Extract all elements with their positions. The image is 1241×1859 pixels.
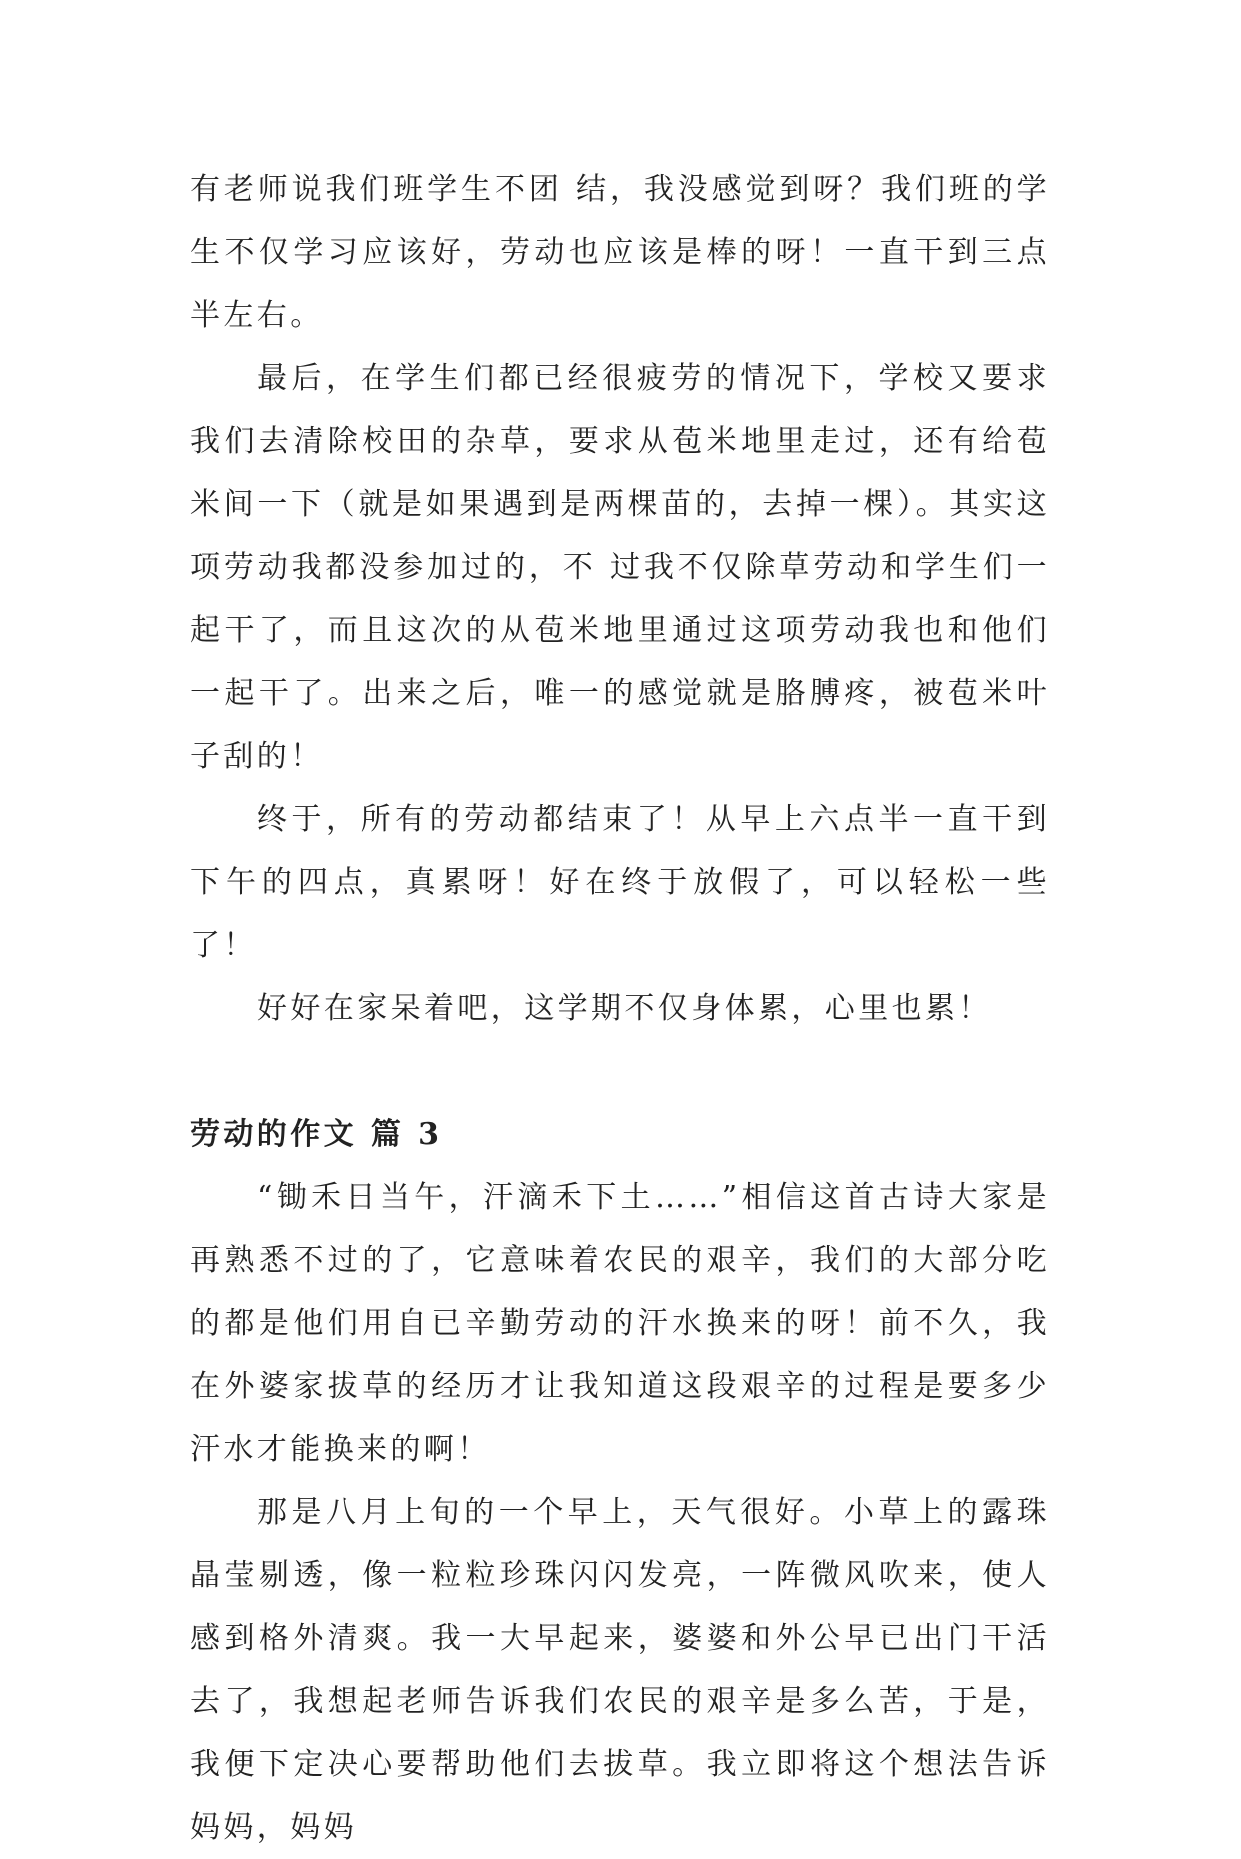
paragraph-continuation: 有老师说我们班学生不团 结，我没感觉到呀？我们班的学生不仅学习应该好，劳动也应该是棒的呀！一直干到三点半左右。 — [190, 172, 1050, 333]
section-spacer — [190, 1040, 1050, 1103]
paragraph-poem-intro: “锄禾日当午，汗滴禾下土……”相信这首古诗大家是再熟悉不过的了，它意味着农民的艰辛，我们的大部分吃的都是他们用自已辛勤劳动的汗水换来的呀！前不久，我在外婆家拔草的经历才让我知道这段艰辛的过程是要多少汗水才能换来的啊！ — [190, 1180, 1050, 1467]
paragraph-stay-home: 好好在家呆着吧，这学期不仅身体累，心里也累！ — [257, 991, 992, 1026]
paragraph-weeding: 最后，在学生们都已经很疲劳的情况下，学校又要求我们去清除校田的杂草，要求从苞米地里走过，还有给苞米间一下（就是如果遇到是两棵苗的，去掉一棵）。其实这项劳动我都没参加过的，不 过我不仅除草劳动和学生们一起干了，而且这次的从苞米地里通过这项劳动我也和他们一起干了。出来之后，唯一的感觉就是胳膊疼，被苞米叶子刮的！ — [190, 361, 1050, 774]
section-heading: 劳动的作文 篇 3 — [190, 1117, 443, 1152]
paragraph-finished: 终于，所有的劳动都结束了！从早上六点半一直干到下午的四点，真累呀！好在终于放假了，可以轻松一些了！ — [190, 802, 1050, 963]
paragraph-august-morning: 那是八月上旬的一个早上，天气很好。小草上的露珠晶莹剔透，像一粒粒珍珠闪闪发亮，一阵微风吹来，使人感到格外清爽。我一大早起来，婆婆和外公早已出门干活去了，我想起老师告诉我们农民的艰辛是多么苦，于是，我便下定决心要帮助他们去拔草。我立即将这个想法告诉妈妈，妈妈 — [190, 1495, 1050, 1845]
document-page — [190, 158, 1050, 1859]
